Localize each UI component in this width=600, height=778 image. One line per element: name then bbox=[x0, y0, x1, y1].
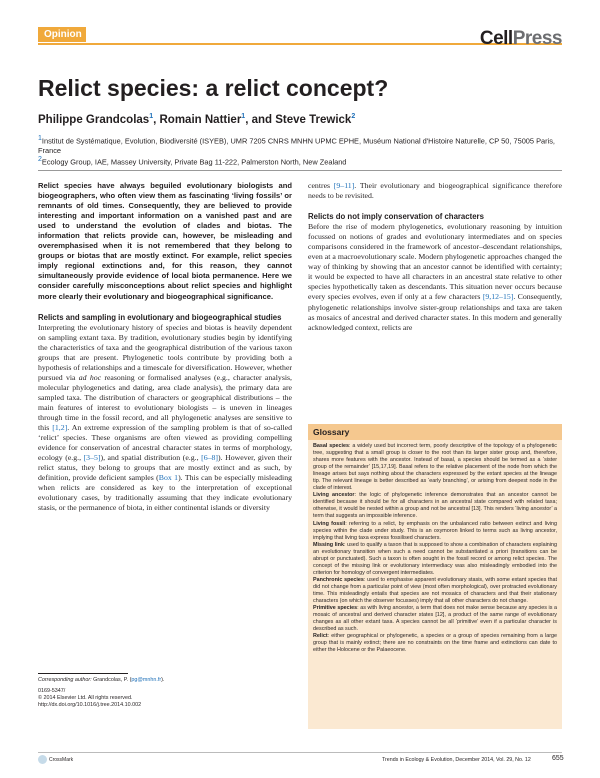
footnote-rule bbox=[38, 673, 128, 674]
affiliation: $^2$Ecology Group, IAE, Massey University, Private Bag 11-222, Palmerston North, New Zealand bbox=[38, 156, 347, 167]
section-heading: Relicts do not imply conservation of characters bbox=[308, 212, 484, 222]
body-paragraph: Interpreting the evolutionary history of species and biotas is heavily dependent on sampling extant taxa. By tradition, evolutionary studies begin by identifying the characteristics of taxa and the geographical distribution of the various taxon groups that are present. Phylogenetic tools contribute by providing both a hypothesis of relationships and a timescale for diversification. However, whether pursued via ad hoc reasoning or formalised analyses (e.g., character analysis, molecular phylogenetics and dating, area clade analysis), the primary data are sampled taxa. The distribution of characters or geographical distributions – the main features of interest to evolutionary biologists – is uneven in lineages through time in the fossil record, and all phylogenetic analyses are sensitive to this [1,2]. An extreme expression of the sampling problem is that of so-called ‘relict’ species. These organisms are often viewed as providing compelling evidence for conservation of ancestral character states in terms of morphology, ecology (e.g., [3–5]), and spatial distribution (e.g., [6–8]). However, given their relict status, they belong to groups that are mostly extinct and as such, by definition, provide deficient samples (Box 1). This can be especially misleading when relicts are considered as key to the interpretation of exceptional evolutionary cases, by traditionally assuming that they indicate evolutionary stasis, or the permanence of biota, in either continental islands or diversity bbox=[38, 322, 292, 513]
page-number: 655 bbox=[552, 755, 564, 762]
corresponding-author: Corresponding author: Grandcolas, P. (pg@mnhn.fr). bbox=[38, 677, 165, 683]
cellpress-logo: CellPress bbox=[479, 28, 562, 49]
citation-link[interactable]: [6–8] bbox=[201, 453, 218, 463]
copyright: © 2014 Elsevier Ltd. All rights reserved. http://dx.doi.org/10.1016/j.tree.2014.10.002 bbox=[38, 695, 142, 708]
glossary-entry: Missing link: used to qualify a taxon that is supposed to show a combination of characters explaining an evolutionary transition when such a need cannot be substantiated a priori (transitions can be abrupt or punctuated). Such a taxon is often sought in the fossil record or among relict species. The concept of the missing link or evolutionary intermediacy was also misleadingly embodied into the criterion for homology of convergent intermediates. bbox=[313, 541, 557, 576]
section-tab: Opinion bbox=[38, 27, 86, 42]
glossary-entry: Primitive species: as with living ancestor, a term that does not make sense because any species is a mosaic of ancestral and derived character states [12], a product of the same range of evolutionary changes as all other extant taxa. A species cannot be all ‘primitive’ even if a particular character is described as such. bbox=[313, 605, 557, 633]
citation-link[interactable]: [3–5] bbox=[83, 453, 101, 463]
affiliation-rule bbox=[38, 170, 562, 171]
glossary-entry: Living fossil: referring to a relict, by emphasis on the unbalanced ratio between extinct and living species within the clade under study. This is an oxymoron linked to terms such as living ancestor, implying that living taxa express fossilised characters. bbox=[313, 520, 557, 541]
box-link[interactable]: Box 1 bbox=[158, 473, 179, 483]
glossary-body bbox=[308, 440, 562, 657]
body-paragraph: Before the rise of modern phylogenetics, evolutionary reasoning by intuition focussed on notions of grades and evolutionary intermediates and on species comparisons considered in the framework of ancestor–descendant relationships, even at a macroevolutionary scale. Modern phylogenetic approaches changed the way of thinking by showing that an ancestor cannot be identified with certainty; it would be expected to have all characters in an ancestral state relative to other species hypothetically taken as descendants. This situation never occurs because every species evolves, even if only at a few characters [9,12–15]. Consequently, phylogenetic relationships involve sister-group relationships and taxa are taken as mosaics of ancestral and derived character states. In this modern and generally acknowledged context, relicts are bbox=[308, 222, 562, 332]
left-column bbox=[38, 181, 292, 514]
glossary-title: Glossary bbox=[308, 424, 562, 440]
author-name: Romain Nattier bbox=[159, 113, 242, 126]
author-name: Steve Trewick bbox=[275, 113, 352, 126]
journal-citation: Trends in Ecology & Evolution, December 2014, Vol. 29, No. 12 bbox=[382, 757, 531, 763]
section-heading: Relicts and sampling in evolutionary and biogeographical studies bbox=[38, 312, 282, 322]
right-column bbox=[308, 181, 562, 333]
author-name: Philippe Grandcolas bbox=[38, 113, 150, 126]
email-link[interactable]: pg@mnhn.fr bbox=[131, 677, 162, 683]
footer-rule bbox=[38, 752, 562, 753]
crossmark-icon bbox=[38, 755, 47, 764]
citation-link[interactable]: [1,2] bbox=[52, 423, 68, 433]
glossary-box bbox=[308, 424, 562, 729]
article-title: Relict species: a relict concept? bbox=[38, 75, 389, 101]
citation-link[interactable]: [9,12–15] bbox=[482, 292, 514, 302]
author-list: Philippe Grandcolas$^1$, Romain Nattier$^1$, and Steve Trewick$^2$ bbox=[38, 113, 356, 126]
footnotes bbox=[38, 677, 188, 709]
abstract: Relict species have always beguiled evolutionary biologists and biogeographers, who often view them as fascinating ‘living fossils’ or remnants of old times. Consequently, they are believed to provide interesting and important information on a vanished past and are used to understand the evolution of clades and biotas. The information that relicts provide can, however, be misleading and overemphasised when it is not remembered that they belong to groups or biotas that are mostly extinct. For example, relict species imply regional extinctions and, for this reason, they cannot simultaneously provide evidence of local biota permanence. Here we consider carefully misconceptions about relict species and highlight more clearly their evolutionary and biogeographical significance. bbox=[38, 181, 292, 301]
issn: 0169-5347/ bbox=[38, 688, 66, 694]
body-paragraph: centres [9–11]. Their evolutionary and biogeographical significance therefore needs to be revisited. bbox=[308, 181, 562, 201]
citation-link[interactable]: [9–11] bbox=[333, 181, 355, 190]
glossary-entry: Relict: either geographical or phylogenetic, a species or a group of species remaining from a large group that is mainly extinct; there are no constraints on the time frame and extinctions can date to either the Holocene or the Palaeocene. bbox=[313, 633, 557, 654]
glossary-entry: Panchronic species: used to emphasise apparent evolutionary stasis, with some extant species that did not change from a particular point of view (most often morphological), over protracted evolutionary time. This misleadingly entails that species are not mosaics of characters and that their stationary characters (on which the observer focusses) imply that all other characters do not change. bbox=[313, 576, 557, 605]
glossary-entry: Basal species: a widely used but incorrect term, poorly descriptive of the topology of a phylogenetic tree, suggesting that a small group is closer to the root than its larger sister group and, therefore, shares more features with the ancestor. Instead of basal, a species should be termed as a ‘sister group of the remainder’ [15,17,19]. Basal refers to the relative placement of the node from which the lineage arises but says nothing about the characters expressed by the extant species at the lineage tip. The relevant lineage is better described as ‘early branching’, or arising from deepest node in the clade of interest. bbox=[313, 443, 557, 492]
affiliation: $^1$Institut de Systématique, Evolution, Biodiversité (ISYEB), UMR 7205 CNRS MNHN UPMC EPHE, Muséum National d'Histoire Naturelle, CP 50, 75005 Paris, France bbox=[38, 135, 555, 156]
crossmark-button[interactable]: CrossMark bbox=[38, 755, 73, 764]
glossary-entry: Living ancestor: the logic of phylogenetic inference demonstrates that an ancestor cannot be identified because it should be for all characters in an ancestral state compared with related taxa; otherwise, it would be nested within a group and not be ancestral [13]. This renders ‘living ancestor’ a term that suggests an impossible inference. bbox=[313, 492, 558, 520]
